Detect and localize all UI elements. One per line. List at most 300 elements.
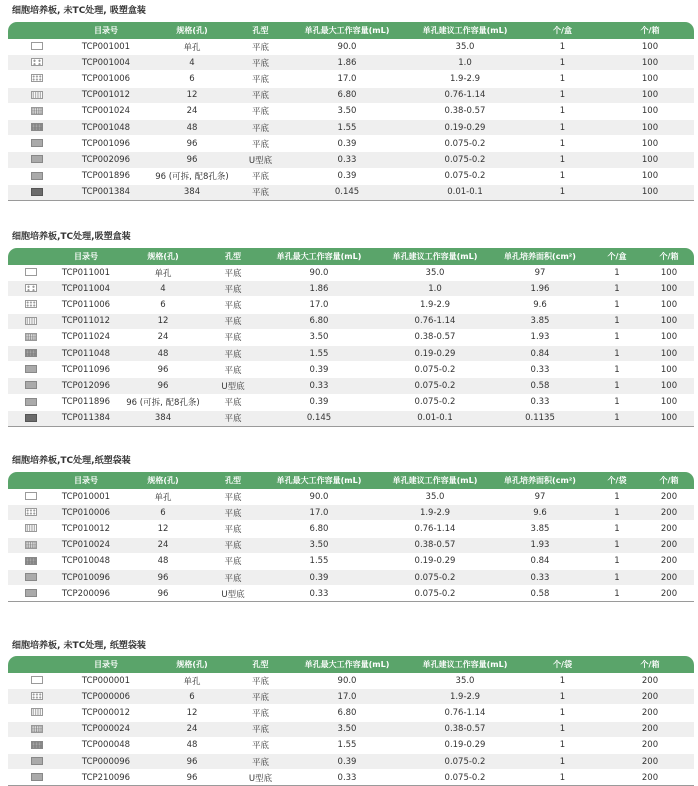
- table-cell: TCP001012: [66, 87, 146, 103]
- table-row: [8, 770, 694, 786]
- table-cell: 0.33: [283, 152, 411, 168]
- table-cell: 0.19-0.29: [411, 119, 519, 135]
- table-cell: 200: [644, 521, 694, 537]
- table-cell: TCP001096: [66, 136, 146, 152]
- table-cell: 35.0: [411, 673, 519, 689]
- table-cell: TCP000096: [66, 753, 146, 769]
- table-cell: 96: [118, 586, 208, 602]
- table-cell: 24: [118, 537, 208, 553]
- table-cell: 1: [519, 119, 606, 135]
- col-header-icon: [8, 248, 54, 265]
- table-cell: 200: [644, 489, 694, 505]
- col-header-rec-volume: 单孔建议工作容量(mL): [411, 22, 519, 39]
- plate-icon: [31, 42, 43, 50]
- plate-icon: [25, 508, 37, 516]
- plate-icon: [25, 541, 37, 549]
- table-cell: TCP010006: [54, 505, 118, 521]
- table-cell: TCP010024: [54, 537, 118, 553]
- col-header-per-case: 个/箱: [644, 248, 694, 265]
- table-row: [8, 705, 694, 721]
- plate-cell: [8, 537, 54, 553]
- col-header-icon: [8, 22, 66, 39]
- plate-cell: [8, 362, 54, 378]
- col-header-max-volume: 单孔最大工作容量(mL): [258, 472, 380, 489]
- table-cell: 6.80: [258, 313, 380, 329]
- table-cell: 平底: [208, 265, 258, 281]
- plate-icon: [25, 365, 37, 373]
- col-header-area: 单孔培养面积(cm²): [490, 248, 590, 265]
- plate-icon: [31, 757, 43, 765]
- table-cell: 1: [519, 39, 606, 55]
- plate-cell: [8, 721, 66, 737]
- table-cell: 90.0: [283, 39, 411, 55]
- table-row: [8, 505, 694, 521]
- table-cell: TCP011096: [54, 362, 118, 378]
- table-row: [8, 521, 694, 537]
- table-cell: 0.19-0.29: [380, 345, 490, 361]
- table-cell: TCP001048: [66, 119, 146, 135]
- table-row: [8, 673, 694, 689]
- plate-cell: [8, 55, 66, 71]
- table-cell: 平底: [208, 537, 258, 553]
- col-header-icon: [8, 472, 54, 489]
- table-cell: 0.01-0.1: [411, 184, 519, 200]
- table-row: [8, 689, 694, 705]
- table-cell: 1: [519, 770, 606, 786]
- table-row: [8, 168, 694, 184]
- table-cell: TCP011006: [54, 297, 118, 313]
- table-cell: TCP001384: [66, 184, 146, 200]
- table-cell: 1: [590, 521, 644, 537]
- col-header-catalog: 目录号: [54, 248, 118, 265]
- table-cell: U型底: [238, 152, 283, 168]
- table-row: [8, 39, 694, 55]
- table-cell: 1.55: [283, 119, 411, 135]
- product-table: [8, 22, 694, 201]
- header-row: [8, 472, 694, 489]
- table-cell: 0.075-0.2: [380, 394, 490, 410]
- table-cell: TCP002096: [66, 152, 146, 168]
- table-cell: 100: [644, 281, 694, 297]
- table-cell: TCP011001: [54, 265, 118, 281]
- table-cell: 24: [146, 721, 238, 737]
- table-cell: 1.55: [258, 345, 380, 361]
- table-cell: 单孔: [146, 39, 238, 55]
- table-cell: 6.80: [258, 521, 380, 537]
- plate-icon: [25, 317, 37, 325]
- table-cell: 384: [118, 410, 208, 426]
- table-row: [8, 281, 694, 297]
- col-header-catalog: 目录号: [66, 656, 146, 673]
- col-header-per-case: 个/箱: [606, 656, 694, 673]
- plate-cell: [8, 521, 54, 537]
- col-header-per-box: 个/盒: [590, 248, 644, 265]
- table-cell: 0.19-0.29: [380, 553, 490, 569]
- plate-icon: [31, 172, 43, 180]
- table-cell: 100: [606, 103, 694, 119]
- table-cell: 0.33: [490, 394, 590, 410]
- table-cell: 200: [606, 705, 694, 721]
- table-row: [8, 345, 694, 361]
- plate-cell: [8, 329, 54, 345]
- table-row: [8, 103, 694, 119]
- plate-icon: [31, 155, 43, 163]
- plate-icon: [31, 676, 43, 684]
- table-cell: 100: [644, 410, 694, 426]
- product-table: [8, 472, 694, 602]
- table-cell: TCP011384: [54, 410, 118, 426]
- table-cell: TCP011004: [54, 281, 118, 297]
- table-cell: 100: [606, 136, 694, 152]
- table-cell: 90.0: [258, 489, 380, 505]
- table-cell: 平底: [208, 569, 258, 585]
- plate-cell: [8, 410, 54, 426]
- table-cell: 1: [519, 184, 606, 200]
- table-cell: 1: [519, 673, 606, 689]
- table-cell: 平底: [208, 521, 258, 537]
- table-cell: 平底: [238, 71, 283, 87]
- table-cell: 1: [590, 489, 644, 505]
- table-cell: 96: [146, 136, 238, 152]
- table-cell: 0.39: [258, 394, 380, 410]
- table-row: [8, 410, 694, 426]
- table-cell: 6: [146, 689, 238, 705]
- table-cell: 1: [590, 297, 644, 313]
- plate-cell: [8, 489, 54, 505]
- table-cell: 0.38-0.57: [380, 537, 490, 553]
- table-cell: 6.80: [283, 705, 411, 721]
- col-header-max-volume: 单孔最大工作容量(mL): [258, 248, 380, 265]
- plate-icon: [31, 692, 43, 700]
- table-cell: 1.96: [490, 281, 590, 297]
- plate-cell: [8, 553, 54, 569]
- table-row: [8, 553, 694, 569]
- product-table: [8, 248, 694, 427]
- plate-icon: [25, 300, 37, 308]
- section-title: 细胞培养板,TC处理,吸塑盒装: [12, 232, 131, 242]
- plate-cell: [8, 673, 66, 689]
- plate-icon: [25, 333, 37, 341]
- table-cell: U型底: [208, 378, 258, 394]
- plate-cell: [8, 569, 54, 585]
- plate-cell: [8, 168, 66, 184]
- table-cell: 平底: [208, 362, 258, 378]
- table-cell: 35.0: [380, 489, 490, 505]
- table-cell: 3.50: [283, 103, 411, 119]
- table-cell: 0.38-0.57: [411, 103, 519, 119]
- col-header-per-bag: 个/袋: [590, 472, 644, 489]
- table-cell: 9.6: [490, 297, 590, 313]
- table-cell: 平底: [238, 55, 283, 71]
- table-cell: 200: [606, 673, 694, 689]
- table-row: [8, 55, 694, 71]
- table-cell: 0.19-0.29: [411, 737, 519, 753]
- table-cell: 1: [519, 705, 606, 721]
- plate-icon: [25, 284, 37, 292]
- table-row: [8, 378, 694, 394]
- plate-cell: [8, 737, 66, 753]
- table-cell: 1.86: [283, 55, 411, 71]
- table-cell: 200: [606, 737, 694, 753]
- table-cell: TCP011896: [54, 394, 118, 410]
- col-header-rec-volume: 单孔建议工作容量(mL): [380, 472, 490, 489]
- table-cell: 平底: [238, 673, 283, 689]
- plate-cell: [8, 689, 66, 705]
- plate-cell: [8, 753, 66, 769]
- table-cell: TCP001004: [66, 55, 146, 71]
- table-row: [8, 537, 694, 553]
- table-cell: 平底: [238, 737, 283, 753]
- table-cell: 200: [606, 689, 694, 705]
- table-cell: 平底: [238, 103, 283, 119]
- table-cell: 0.39: [258, 569, 380, 585]
- table-cell: TCP011012: [54, 313, 118, 329]
- table-row: [8, 362, 694, 378]
- plate-cell: [8, 103, 66, 119]
- table-cell: 0.075-0.2: [411, 168, 519, 184]
- table-cell: 100: [644, 378, 694, 394]
- header-row: [8, 656, 694, 673]
- table-cell: 1: [519, 168, 606, 184]
- col-header-well-type: 孔型: [208, 472, 258, 489]
- table-cell: 0.01-0.1: [380, 410, 490, 426]
- table-cell: 1.9-2.9: [411, 689, 519, 705]
- table-cell: 97: [490, 489, 590, 505]
- table-cell: 96 (可拆, 配8孔条): [118, 394, 208, 410]
- table-cell: TCP001024: [66, 103, 146, 119]
- table-cell: 100: [606, 39, 694, 55]
- table-cell: 平底: [238, 87, 283, 103]
- table-cell: 平底: [238, 136, 283, 152]
- table-row: [8, 297, 694, 313]
- table-row: [8, 569, 694, 585]
- table-cell: 平底: [238, 705, 283, 721]
- table-cell: 1.93: [490, 329, 590, 345]
- plate-cell: [8, 281, 54, 297]
- plate-cell: [8, 378, 54, 394]
- table-row: [8, 737, 694, 753]
- table-cell: 100: [644, 329, 694, 345]
- table-cell: 0.33: [258, 378, 380, 394]
- plate-cell: [8, 265, 54, 281]
- table-cell: 200: [606, 753, 694, 769]
- plate-cell: [8, 345, 54, 361]
- table-cell: 9.6: [490, 505, 590, 521]
- table-cell: 平底: [238, 119, 283, 135]
- table-cell: 96: [118, 362, 208, 378]
- table-cell: 0.075-0.2: [380, 362, 490, 378]
- table-cell: TCP000012: [66, 705, 146, 721]
- table-cell: 0.075-0.2: [411, 770, 519, 786]
- table-cell: 0.075-0.2: [411, 136, 519, 152]
- table-cell: 100: [644, 345, 694, 361]
- plate-icon: [25, 589, 37, 597]
- table-cell: 0.39: [283, 753, 411, 769]
- table-cell: 1.86: [258, 281, 380, 297]
- table-cell: TCP000024: [66, 721, 146, 737]
- table-cell: 0.1135: [490, 410, 590, 426]
- col-header-spec: 规格(孔): [146, 22, 238, 39]
- table-cell: 1: [519, 103, 606, 119]
- table-cell: 3.50: [283, 721, 411, 737]
- col-header-catalog: 目录号: [66, 22, 146, 39]
- table-cell: 0.145: [283, 184, 411, 200]
- table-row: [8, 119, 694, 135]
- table-cell: 1: [590, 394, 644, 410]
- table-cell: 12: [118, 521, 208, 537]
- col-header-spec: 规格(孔): [146, 656, 238, 673]
- table-cell: 0.33: [283, 770, 411, 786]
- table-cell: 1: [590, 281, 644, 297]
- product-table: [8, 656, 694, 786]
- table-cell: 0.84: [490, 345, 590, 361]
- table-cell: 平底: [238, 689, 283, 705]
- table-cell: 100: [644, 265, 694, 281]
- plate-icon: [31, 123, 43, 131]
- table-cell: 1: [590, 410, 644, 426]
- table-cell: 4: [146, 55, 238, 71]
- table-cell: 100: [606, 87, 694, 103]
- plate-icon: [31, 139, 43, 147]
- table-cell: 平底: [208, 489, 258, 505]
- section-title: 细胞培养板,TC处理,纸塑袋装: [12, 456, 131, 466]
- table-cell: 0.38-0.57: [411, 721, 519, 737]
- table-cell: 6: [118, 297, 208, 313]
- table-cell: 100: [606, 71, 694, 87]
- table-cell: TCP001006: [66, 71, 146, 87]
- table-cell: 单孔: [118, 265, 208, 281]
- header-row: [8, 248, 694, 265]
- table-cell: 平底: [208, 281, 258, 297]
- plate-icon: [31, 708, 43, 716]
- table-cell: 200: [644, 569, 694, 585]
- table-cell: 平底: [208, 553, 258, 569]
- table-cell: 100: [606, 119, 694, 135]
- table-cell: 384: [146, 184, 238, 200]
- table-cell: 3.50: [258, 329, 380, 345]
- table-cell: 平底: [208, 394, 258, 410]
- table-cell: 1.55: [283, 737, 411, 753]
- table-cell: 1.93: [490, 537, 590, 553]
- table-cell: 1: [590, 505, 644, 521]
- table-cell: 0.39: [283, 136, 411, 152]
- plate-icon: [25, 414, 37, 422]
- table-cell: 0.075-0.2: [380, 586, 490, 602]
- table-cell: 0.33: [490, 569, 590, 585]
- table-cell: 1: [519, 721, 606, 737]
- table-cell: 1.9-2.9: [380, 505, 490, 521]
- table-cell: TCP010001: [54, 489, 118, 505]
- table-cell: 100: [644, 297, 694, 313]
- table-cell: 1: [519, 71, 606, 87]
- table-cell: 0.075-0.2: [380, 378, 490, 394]
- table-cell: 1: [590, 537, 644, 553]
- table-cell: 1.0: [411, 55, 519, 71]
- table-cell: 48: [118, 553, 208, 569]
- plate-icon: [31, 725, 43, 733]
- col-header-per-case: 个/箱: [644, 472, 694, 489]
- plate-cell: [8, 119, 66, 135]
- table-cell: 平底: [208, 410, 258, 426]
- table-cell: 1: [590, 553, 644, 569]
- table-cell: 0.39: [283, 168, 411, 184]
- table-cell: 0.76-1.14: [411, 87, 519, 103]
- table-cell: 0.145: [258, 410, 380, 426]
- table-cell: 0.58: [490, 586, 590, 602]
- table-cell: 48: [118, 345, 208, 361]
- table-cell: 1: [519, 689, 606, 705]
- plate-cell: [8, 705, 66, 721]
- table-row: [8, 753, 694, 769]
- section-title: 细胞培养板, 未TC处理, 吸塑盒装: [12, 6, 146, 16]
- table-cell: 96: [146, 152, 238, 168]
- table-cell: 24: [118, 329, 208, 345]
- table-cell: TCP001896: [66, 168, 146, 184]
- table-row: [8, 313, 694, 329]
- table-cell: 24: [146, 103, 238, 119]
- table-cell: 100: [644, 394, 694, 410]
- table-cell: 96: [146, 770, 238, 786]
- table-cell: 1: [590, 313, 644, 329]
- col-header-spec: 规格(孔): [118, 472, 208, 489]
- table-row: [8, 265, 694, 281]
- table-cell: 1: [590, 586, 644, 602]
- plate-cell: [8, 313, 54, 329]
- plate-icon: [31, 773, 43, 781]
- table-cell: TCP000006: [66, 689, 146, 705]
- table-cell: 平底: [238, 39, 283, 55]
- col-header-well-type: 孔型: [238, 22, 283, 39]
- table-cell: 3.85: [490, 313, 590, 329]
- table-cell: 0.33: [490, 362, 590, 378]
- table-cell: 90.0: [258, 265, 380, 281]
- plate-icon: [31, 741, 43, 749]
- table-cell: 200: [644, 553, 694, 569]
- table-cell: 100: [606, 55, 694, 71]
- table-cell: TCP012096: [54, 378, 118, 394]
- col-header-icon: [8, 656, 66, 673]
- col-header-well-type: 孔型: [208, 248, 258, 265]
- plate-cell: [8, 586, 54, 602]
- table-cell: TCP011024: [54, 329, 118, 345]
- table-cell: 1: [590, 378, 644, 394]
- table-cell: 0.76-1.14: [411, 705, 519, 721]
- plate-icon: [25, 492, 37, 500]
- table-row: [8, 721, 694, 737]
- col-header-per-box: 个/盒: [519, 22, 606, 39]
- plate-cell: [8, 505, 54, 521]
- table-cell: 1: [590, 265, 644, 281]
- table-cell: TCP011048: [54, 345, 118, 361]
- table-cell: 48: [146, 119, 238, 135]
- plate-cell: [8, 394, 54, 410]
- plate-icon: [31, 58, 43, 66]
- plate-cell: [8, 184, 66, 200]
- table-cell: 1: [590, 362, 644, 378]
- table-cell: 单孔: [146, 673, 238, 689]
- plate-icon: [25, 573, 37, 581]
- header-row: [8, 22, 694, 39]
- table-cell: TCP000048: [66, 737, 146, 753]
- table-cell: 平底: [238, 184, 283, 200]
- table-cell: 48: [146, 737, 238, 753]
- table-cell: TCP010048: [54, 553, 118, 569]
- table-cell: 200: [644, 586, 694, 602]
- plate-cell: [8, 152, 66, 168]
- table-cell: 96: [118, 378, 208, 394]
- table-cell: 0.39: [258, 362, 380, 378]
- table-cell: 96: [118, 569, 208, 585]
